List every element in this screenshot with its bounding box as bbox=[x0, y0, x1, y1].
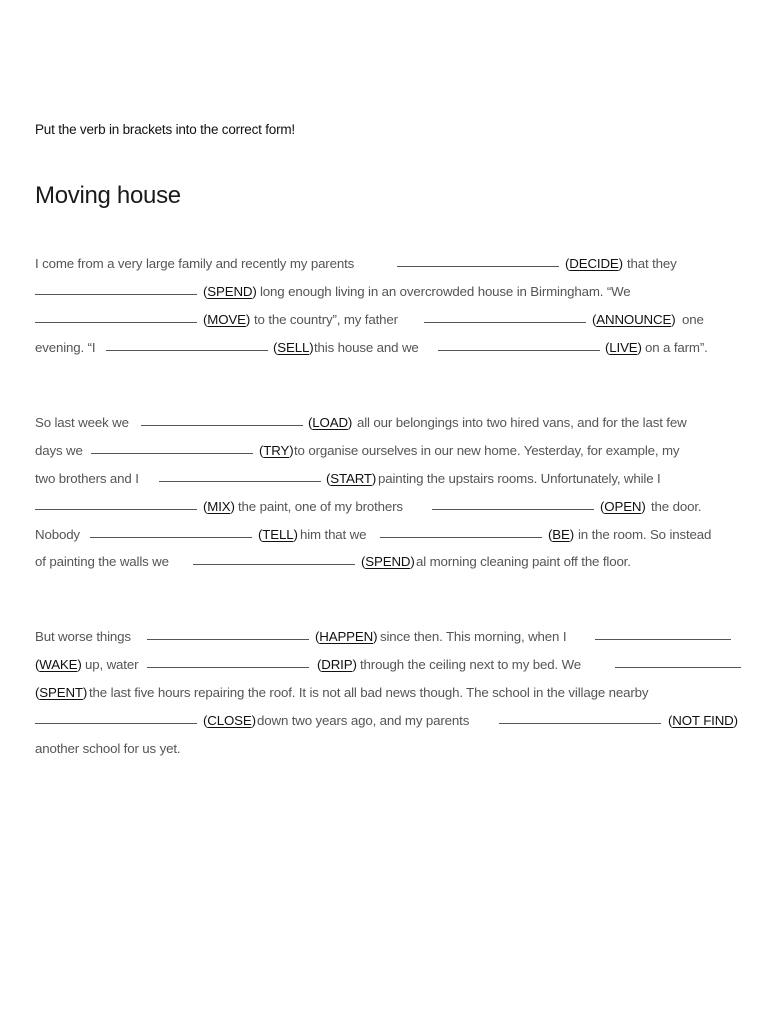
text-segment: that they bbox=[627, 256, 677, 271]
answer-blank[interactable] bbox=[141, 409, 303, 426]
text-segment: long enough living in an overcrowded house in Birmingham. “We bbox=[260, 283, 631, 299]
text-line bbox=[35, 707, 747, 735]
text-segment: since then. This morning, when I bbox=[380, 629, 567, 644]
text-segment: him that we bbox=[300, 526, 367, 542]
verb-hint: (DECIDE) bbox=[565, 256, 623, 271]
paragraph-2 bbox=[35, 409, 747, 576]
answer-blank[interactable] bbox=[90, 521, 252, 538]
text-segment: days we bbox=[35, 442, 83, 458]
answer-blank[interactable] bbox=[499, 707, 661, 724]
verb-hint: (OPEN) bbox=[600, 498, 646, 514]
text-segment: the last five hours repairing the roof. It is not all bad news though. The school in the village nearby bbox=[89, 684, 649, 700]
answer-blank[interactable] bbox=[595, 623, 731, 640]
text-segment: Nobody bbox=[35, 526, 80, 542]
text-line bbox=[35, 437, 747, 465]
text-segment: the door. bbox=[651, 498, 702, 514]
page-title: Moving house bbox=[35, 182, 181, 209]
text-segment: this house and we bbox=[314, 339, 419, 355]
verb-hint: (DRIP) bbox=[317, 656, 357, 672]
answer-blank[interactable] bbox=[147, 651, 309, 668]
text-segment: to organise ourselves in our new home. Yesterday, for example, my bbox=[294, 442, 680, 458]
verb-hint: (SELL) bbox=[273, 339, 314, 355]
answer-blank[interactable] bbox=[424, 306, 586, 323]
answer-blank[interactable] bbox=[438, 334, 600, 351]
answer-blank[interactable] bbox=[193, 548, 355, 565]
answer-blank[interactable] bbox=[380, 521, 542, 538]
verb-hint: (CLOSE) bbox=[203, 712, 256, 728]
text-segment: another school for us yet. bbox=[35, 740, 181, 756]
verb-hint: (LIVE) bbox=[605, 339, 642, 355]
answer-blank[interactable] bbox=[159, 465, 321, 482]
text-segment: in the room. So instead bbox=[578, 526, 712, 542]
text-segment: all our belongings into two hired vans, and for the last few bbox=[357, 415, 687, 430]
text-segment: So last week we bbox=[35, 415, 129, 430]
answer-blank[interactable] bbox=[106, 334, 268, 351]
answer-blank[interactable] bbox=[35, 493, 197, 510]
text-line bbox=[35, 735, 747, 763]
text-line bbox=[35, 409, 747, 437]
answer-blank[interactable] bbox=[35, 707, 197, 724]
answer-blank[interactable] bbox=[397, 250, 559, 267]
text-segment: of painting the walls we bbox=[35, 554, 169, 570]
verb-hint: (MOVE) bbox=[203, 311, 251, 327]
verb-hint: (LOAD) bbox=[308, 415, 353, 430]
verb-hint: (TRY) bbox=[259, 442, 294, 458]
text-segment: evening. “I bbox=[35, 339, 96, 355]
text-segment: I come from a very large family and recently my parents bbox=[35, 256, 355, 271]
text-line bbox=[35, 521, 747, 549]
text-segment: al morning cleaning paint off the floor. bbox=[416, 554, 631, 570]
text-line bbox=[35, 250, 747, 278]
text-line bbox=[35, 334, 747, 362]
text-segment: to the country”, my father bbox=[254, 311, 398, 327]
answer-blank[interactable] bbox=[91, 437, 253, 454]
text-line bbox=[35, 679, 747, 707]
text-segment: on a farm”. bbox=[645, 339, 708, 355]
answer-blank[interactable] bbox=[35, 278, 197, 295]
verb-hint: (TELL) bbox=[258, 526, 298, 542]
text-segment: one bbox=[682, 311, 704, 327]
verb-hint: (NOT FIND) bbox=[668, 712, 738, 728]
verb-hint: (WAKE) bbox=[35, 656, 82, 672]
text-line bbox=[35, 623, 747, 651]
instruction-text: Put the verb in brackets into the correct form! bbox=[35, 122, 295, 137]
text-segment: But worse things bbox=[35, 629, 131, 644]
verb-hint: (MIX) bbox=[203, 498, 235, 514]
verb-hint: (SPEND) bbox=[361, 554, 415, 570]
answer-blank[interactable] bbox=[147, 623, 309, 640]
verb-hint: (ANNOUNCE) bbox=[592, 311, 676, 327]
text-segment: down two years ago, and my parents bbox=[257, 712, 470, 728]
verb-hint: (START) bbox=[326, 470, 377, 486]
paragraph-1 bbox=[35, 250, 747, 362]
text-segment: through the ceiling next to my bed. We bbox=[360, 656, 581, 672]
text-line bbox=[35, 306, 747, 334]
verb-hint: (BE) bbox=[548, 526, 575, 542]
verb-hint: (HAPPEN) bbox=[315, 629, 378, 644]
answer-blank[interactable] bbox=[432, 493, 594, 510]
text-line bbox=[35, 278, 747, 306]
verb-hint: (SPENT) bbox=[35, 684, 88, 700]
verb-hint: (SPEND) bbox=[203, 283, 257, 299]
text-segment: two brothers and I bbox=[35, 470, 139, 486]
answer-blank[interactable] bbox=[615, 651, 741, 668]
text-segment: painting the upstairs rooms. Unfortunately, while I bbox=[378, 470, 661, 486]
paragraph-3 bbox=[35, 623, 747, 762]
answer-blank[interactable] bbox=[35, 306, 197, 323]
text-segment: the paint, one of my brothers bbox=[238, 498, 403, 514]
text-line bbox=[35, 465, 747, 493]
text-line bbox=[35, 493, 747, 521]
text-line bbox=[35, 548, 747, 576]
text-line bbox=[35, 651, 747, 679]
text-segment: up, water bbox=[85, 656, 139, 672]
